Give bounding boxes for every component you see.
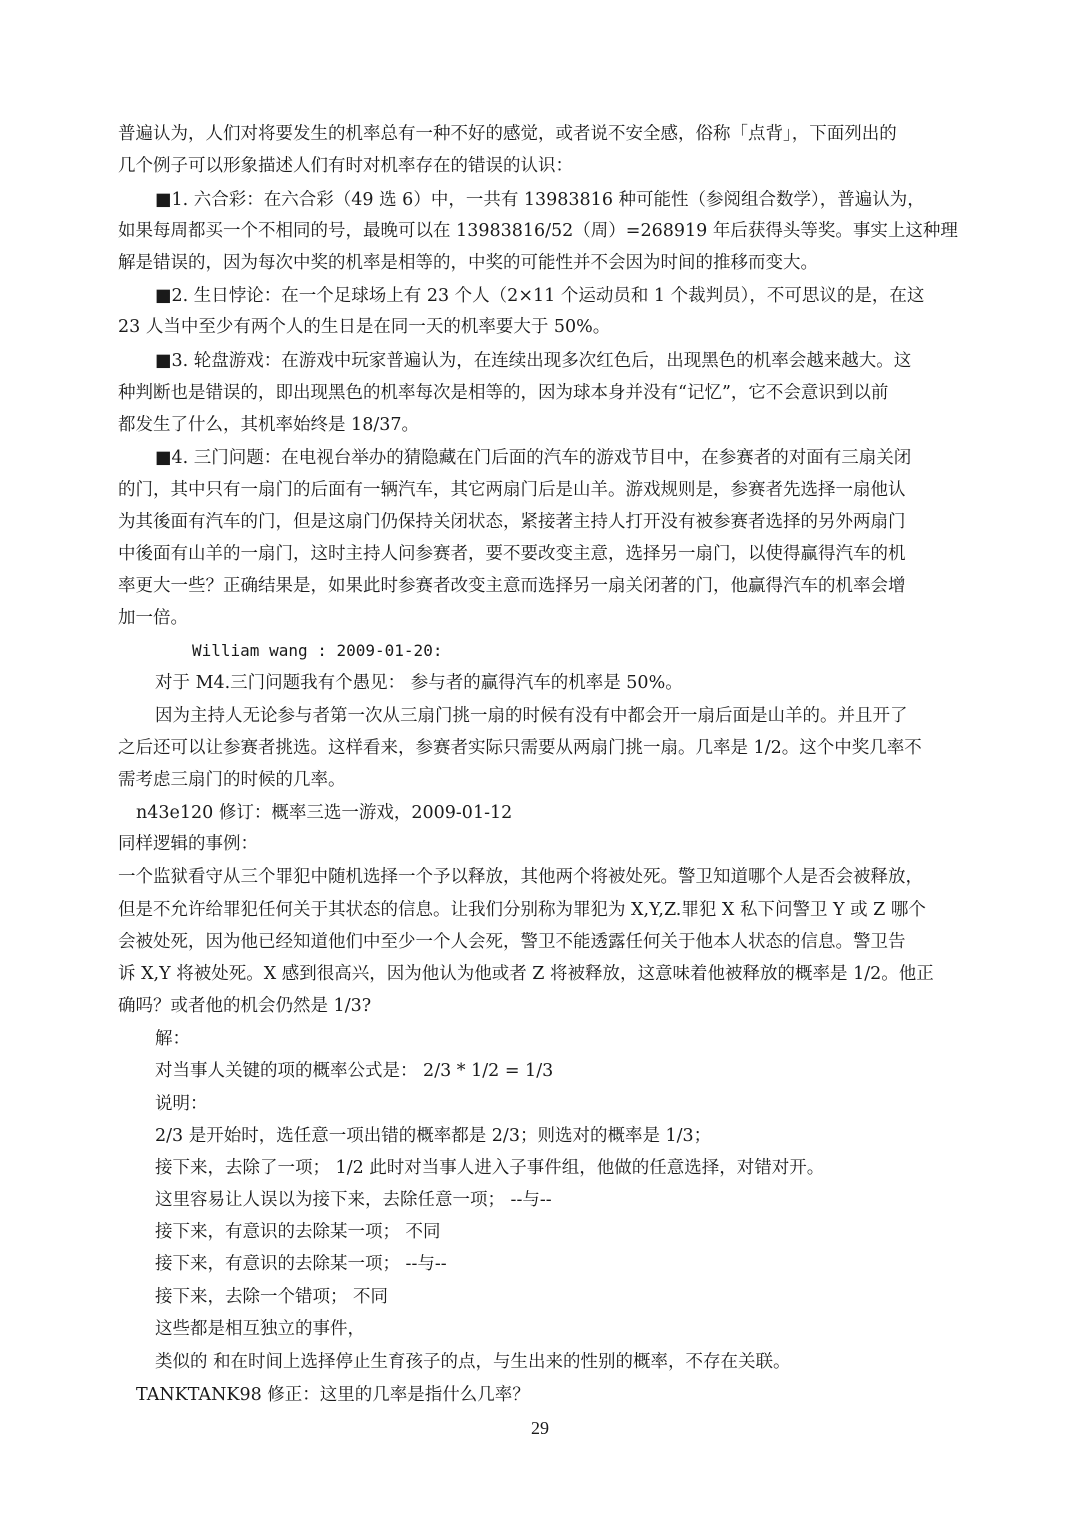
- text-line: ■2. 生日悖论：在一个足球场上有 23 个人（2×11 个运动员和 1 个裁判员），不可思议的是，在这: [155, 286, 925, 306]
- text-line: 几个例子可以形象描述人们有时对机率存在的错误的认识：: [118, 156, 573, 176]
- text-line: 会被处死，因为他已经知道他们中至少一个人会死，警卫不能透露任何关于他本人状态的信息。警卫告: [118, 932, 906, 952]
- revision-line: TANKTANK98 修正：这里的几率是指什么几率？: [136, 1385, 530, 1405]
- text-line: 这里容易让人误以为接下来，去除任意一项； --与--: [155, 1190, 552, 1210]
- text-line: 如果每周都买一个不相同的号，最晚可以在 13983816/52（周）=268919 年后获得头等奖。事实上这种理: [118, 221, 958, 241]
- text-line: 接下来，去除一个错项； 不同: [155, 1287, 389, 1307]
- text-line: 都发生了什么，其机率始终是 18/37。: [118, 415, 419, 435]
- text-line: 2/3 是开始时，选任意一项出错的概率都是 2/3；则选对的概率是 1/3；: [155, 1126, 712, 1146]
- text-line: 加一倍。: [118, 608, 188, 628]
- text-line: 种判断也是错误的，即出现黑色的机率每次是相等的，因为球本身并没有“记忆”，它不会意识到以前: [118, 383, 889, 403]
- text-line: ■4. 三门问题：在电视台举办的猜隐藏在门后面的汽车的游戏节目中，在参赛者的对面有三扇关闭: [155, 448, 912, 468]
- text-line: 解：: [155, 1029, 190, 1049]
- text-line: 接下来，去除了一项； 1/2 此时对当事人进入子事件组，他做的任意选择，对错对开。: [155, 1158, 825, 1178]
- text-line: ■3. 轮盘游戏：在游戏中玩家普遍认为，在连续出现多次红色后，出现黑色的机率会越来越大。这: [155, 351, 912, 371]
- text-line: 对于 M4.三门问题我有个愚见： 参与者的赢得汽车的机率是 50%。: [155, 673, 683, 693]
- text-line: 一个监狱看守从三个罪犯中随机选择一个予以释放，其他两个将被处死。警卫知道哪个人是否会被释放，: [118, 867, 923, 887]
- revision-line: n43e120 修订：概率三选一游戏，2009-01-12: [136, 803, 513, 823]
- text-line: 中後面有山羊的一扇门，这时主持人问参赛者，要不要改变主意，选择另一扇门，以使得赢得汽车的机: [118, 544, 906, 564]
- formula-line: 对当事人关键的项的概率公式是： 2/3 * 1/2 = 1/3: [155, 1061, 554, 1081]
- text-line: 为其後面有汽车的门，但是这扇门仍保持关闭状态，紧接著主持人打开没有被参赛者选择的另外两扇门: [118, 512, 906, 532]
- text-line: 率更大一些？正确结果是，如果此时参赛者改变主意而选择另一扇关闭著的门，他赢得汽车的机率会增: [118, 576, 906, 596]
- text-line: 解是错误的，因为每次中奖的机率是相等的，中奖的可能性并不会因为时间的推移而变大。: [118, 253, 818, 273]
- text-line: 确吗？或者他的机会仍然是 1/3?: [118, 996, 372, 1016]
- text-line: 同样逻辑的事例：: [118, 834, 258, 854]
- text-line: 接下来，有意识的去除某一项； 不同: [155, 1222, 441, 1242]
- text-line: 因为主持人无论参与者第一次从三扇门挑一扇的时候有没有中都会开一扇后面是山羊的。并且开了: [155, 706, 908, 726]
- text-line: 普遍认为，人们对将要发生的机率总有一种不好的感觉，或者说不安全感，俗称「点背」，下面列出的: [118, 124, 897, 144]
- text-line: 这些都是相互独立的事件，: [155, 1319, 365, 1339]
- text-line: 接下来，有意识的去除某一项； --与--: [155, 1254, 447, 1274]
- text-line: 但是不允许给罪犯任何关于其状态的信息。让我们分别称为罪犯为 X,Y,Z.罪犯 X 私下问警卫 Y 或 Z 哪个: [118, 900, 926, 920]
- text-line: ■1. 六合彩：在六合彩（49 选 6）中，一共有 13983816 种可能性（参阅组合数学），普遍认为，: [155, 190, 925, 210]
- text-line: 类似的 和在时间上选择停止生育孩子的点，与生出来的性别的概率，不存在关联。: [155, 1352, 791, 1372]
- page-number: 29: [531, 1418, 549, 1438]
- comment-author-line: William wang : 2009-01-20:: [192, 641, 443, 660]
- text-line: 说明：: [155, 1094, 208, 1114]
- text-line: 诉 X,Y 将被处死。X 感到很高兴，因为他认为他或者 Z 将被释放，这意味着他被释放的概率是 1/2。他正: [118, 964, 934, 984]
- text-line: 需考虑三扇门的时候的几率。: [118, 770, 346, 790]
- text-line: 的门，其中只有一扇门的后面有一辆汽车，其它两扇门后是山羊。游戏规则是，参赛者先选择一扇他认: [118, 480, 906, 500]
- text-line: 23 人当中至少有两个人的生日是在同一天的机率要大于 50%。: [118, 317, 611, 337]
- text-line: 之后还可以让参赛者挑选。这样看来，参赛者实际只需要从两扇门挑一扇。几率是 1/2。这个中奖几率不: [118, 738, 922, 758]
